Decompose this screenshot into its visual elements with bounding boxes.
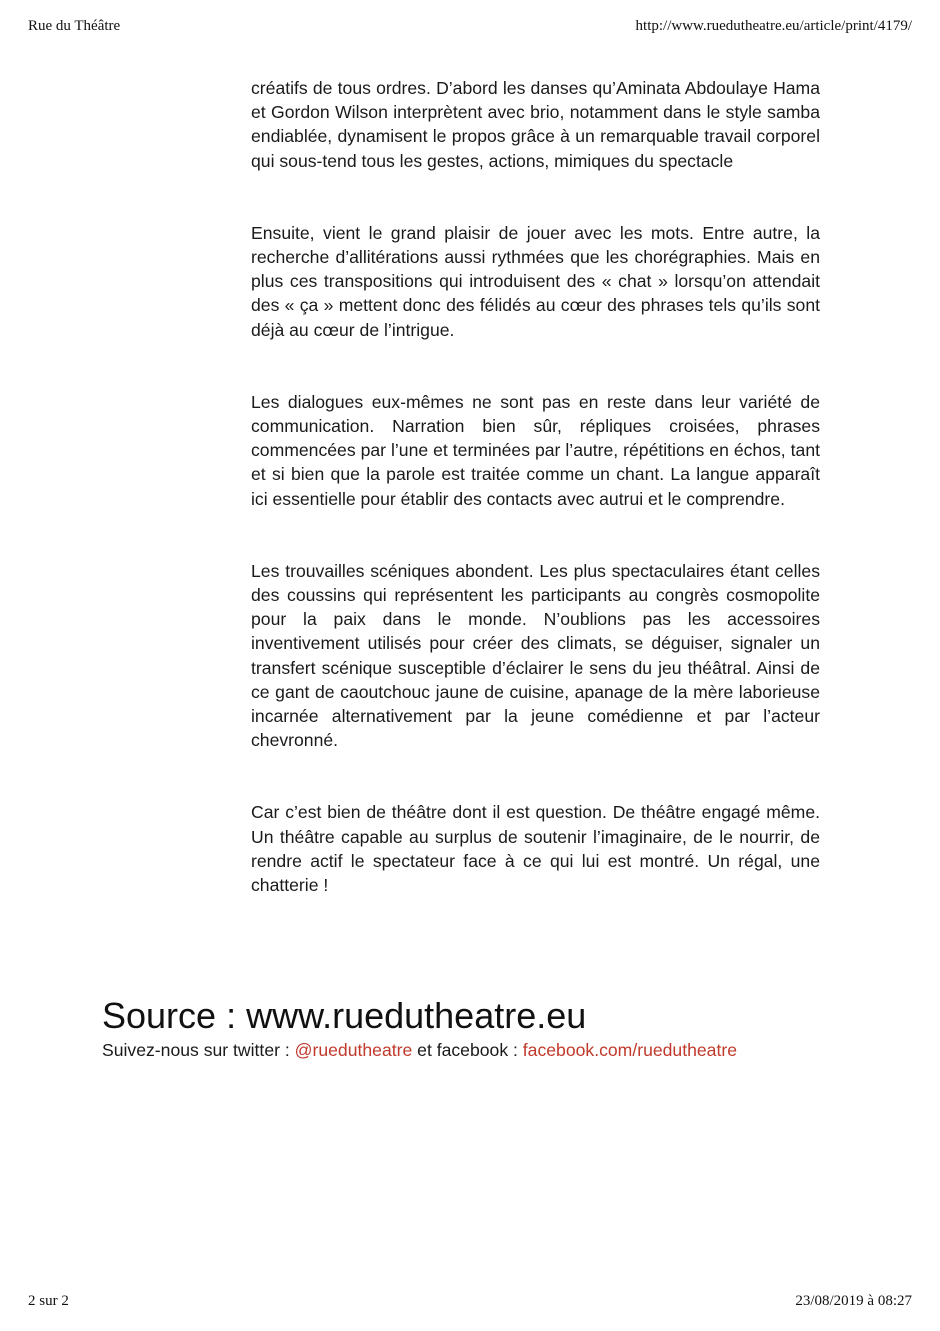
follow-prefix: Suivez-nous sur twitter : xyxy=(102,1040,295,1060)
source-title: Source : www.ruedutheatre.eu xyxy=(102,995,587,1036)
article-paragraph-5: Car c’est bien de théâtre dont il est question. De théâtre engagé même. Un théâtre capable au surplus de soutenir l’imaginaire, de le nourrir, de rendre actif le spectateur face à ce qui lui est montré. Un régal, une chatterie ! xyxy=(251,802,820,896)
page-url: http://www.ruedutheatre.eu/article/print/4179/ xyxy=(635,18,912,34)
article-paragraph-4: Les trouvailles scéniques abondent. Les plus spectaculaires étant celles des coussins qui représentent les participants au congrès cosmopolite pour la paix dans le monde. N’oublions pas les accessoires inventivement utilisés pour créer des climats, se déguiser, signaler un transfert scénique susceptible d’éclairer le sens du jeu théâtral. Ainsi de ce gant de caoutchouc jaune de cuisine, apanage de la mère laborieuse incarnée alternativement par la jeune comédienne et par l’acteur chevronné. xyxy=(251,560,820,751)
follow-middle: et facebook : xyxy=(412,1040,523,1060)
page-number: 2 sur 2 xyxy=(28,1293,69,1309)
print-header xyxy=(28,18,912,38)
facebook-link[interactable]: facebook.com/ruedutheatre xyxy=(522,1040,737,1060)
site-name: Rue du Théâtre xyxy=(28,18,121,34)
article-paragraph-1: créatifs de tous ordres. D’abord les danses qu’Aminata Abdoulaye Hama et Gordon Wilson interprètent avec brio, notamment dans le style samba endiablée, dynamisent le propos grâce à un remarquable travail corporel qui sous-tend tous les gestes, actions, mimiques du spectacle xyxy=(251,78,820,171)
follow-line xyxy=(102,1038,862,1062)
article-paragraph-2: Ensuite, vient le grand plaisir de jouer avec les mots. Entre autre, la recherche d’allitérations aussi rythmées que les chorégraphies. Mais en plus ces transpositions qui introduisent des « chat » lorsqu’on attendait des « ça » mettent donc des félidés au cœur des phrases tels qu’ils sont déjà au cœur de l’intrigue. xyxy=(251,222,820,340)
print-datetime: 23/08/2019 à 08:27 xyxy=(795,1293,912,1309)
article-body xyxy=(251,76,820,945)
print-footer xyxy=(28,1293,912,1313)
twitter-link[interactable]: @ruedutheatre xyxy=(294,1040,413,1060)
article-paragraph-3: Les dialogues eux-mêmes ne sont pas en reste dans leur variété de communication. Narration bien sûr, répliques croisées, phrases commencées par l’une et terminées par l’autre, répétitions en échos, tant et si bien que la parole est traitée comme un chant. La langue apparaît ici essentielle pour établir des contacts avec autrui et le comprendre. xyxy=(251,391,820,509)
source-block xyxy=(102,994,862,1062)
